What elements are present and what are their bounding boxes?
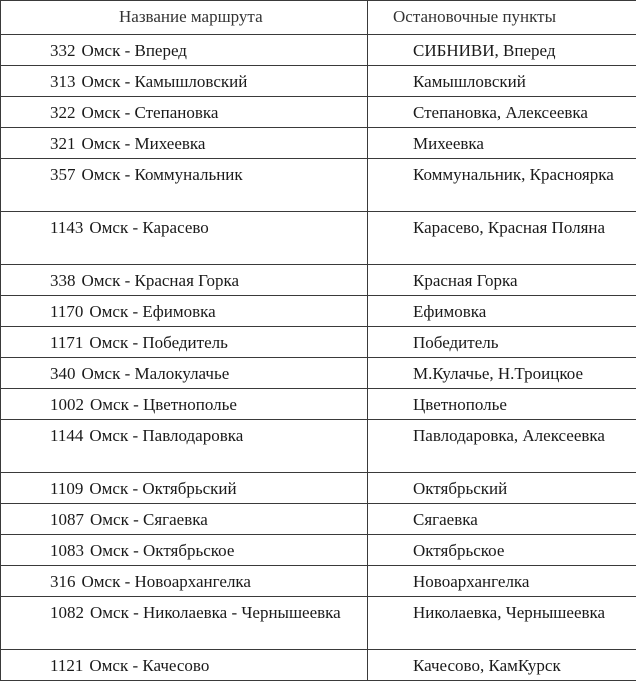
route-name: Омск - Вперед <box>82 41 187 60</box>
route-name-cell <box>1 504 368 535</box>
route-stops-cell: Степановка, Алексеевка <box>368 97 636 128</box>
route-name: Омск - Карасево <box>89 218 208 237</box>
route-number: 1143 <box>50 218 83 237</box>
route-name-cell <box>1 212 368 265</box>
route-number: 1121 <box>50 656 83 675</box>
route-name: Омск - Цветнополье <box>90 395 237 414</box>
route-name-cell <box>1 566 368 597</box>
route-name-cell <box>1 97 368 128</box>
table-row <box>1 358 636 389</box>
table-row <box>1 420 636 473</box>
table-row <box>1 566 636 597</box>
route-number: 321 <box>50 134 76 153</box>
route-number: 357 <box>50 165 76 184</box>
route-number: 1144 <box>50 426 83 445</box>
route-number: 338 <box>50 271 76 290</box>
route-name-cell <box>1 159 368 212</box>
route-name: Омск - Октябрьское <box>90 541 234 560</box>
table-row <box>1 327 636 358</box>
route-name: Омск - Октябрьский <box>89 479 236 498</box>
table-row <box>1 97 636 128</box>
route-number: 340 <box>50 364 76 383</box>
route-name: Омск - Сягаевка <box>90 510 208 529</box>
route-stops-cell: Михеевка <box>368 128 636 159</box>
route-number: 1002 <box>50 395 84 414</box>
table-row <box>1 159 636 212</box>
route-name-cell <box>1 327 368 358</box>
route-stops-cell: Октябрьский <box>368 473 636 504</box>
table-header-row <box>1 1 636 35</box>
route-name-cell <box>1 265 368 296</box>
route-number: 322 <box>50 103 76 122</box>
route-name-cell <box>1 66 368 97</box>
route-name-cell <box>1 296 368 327</box>
table-row <box>1 212 636 265</box>
route-name-cell <box>1 358 368 389</box>
route-name-cell <box>1 420 368 473</box>
route-stops-cell: Сягаевка <box>368 504 636 535</box>
route-name: Омск - Качесово <box>89 656 209 675</box>
route-name: Омск - Степановка <box>82 103 219 122</box>
table-row <box>1 597 636 650</box>
route-stops-cell: Коммунальник, Красноярка <box>368 159 636 212</box>
routes-table-body <box>1 35 636 681</box>
route-name: Омск - Павлодаровка <box>89 426 243 445</box>
route-number: 1087 <box>50 510 84 529</box>
route-stops-cell: СИБНИВИ, Вперед <box>368 35 636 66</box>
table-row <box>1 296 636 327</box>
route-number: 1083 <box>50 541 84 560</box>
route-stops-cell: Победитель <box>368 327 636 358</box>
route-name-cell <box>1 389 368 420</box>
route-name-cell <box>1 35 368 66</box>
table-row <box>1 128 636 159</box>
route-name: Омск - Михеевка <box>82 134 206 153</box>
table-row <box>1 389 636 420</box>
route-name: Омск - Новоархангелка <box>82 572 251 591</box>
route-number: 1082 <box>50 603 84 622</box>
route-stops-cell: Павлодаровка, Алексеевка <box>368 420 636 473</box>
route-name: Омск - Камышловский <box>82 72 248 91</box>
route-name: Омск - Ефимовка <box>89 302 215 321</box>
route-stops-cell: Цветнополье <box>368 389 636 420</box>
route-stops-cell: Красная Горка <box>368 265 636 296</box>
table-row <box>1 650 636 681</box>
table-row <box>1 35 636 66</box>
route-name-cell <box>1 128 368 159</box>
route-name-cell <box>1 473 368 504</box>
route-name: Омск - Коммунальник <box>82 165 243 184</box>
route-name-cell <box>1 650 368 681</box>
header-route-name: Название маршрута <box>1 1 368 35</box>
route-name: Омск - Малокулачье <box>82 364 230 383</box>
route-number: 313 <box>50 72 76 91</box>
route-name: Омск - Победитель <box>89 333 227 352</box>
route-stops-cell: Новоархангелка <box>368 566 636 597</box>
table-row <box>1 66 636 97</box>
route-number: 1170 <box>50 302 83 321</box>
route-name: Омск - Николаевка - Чернышеевка <box>90 603 341 622</box>
route-stops-cell: Ефимовка <box>368 296 636 327</box>
route-stops-cell: М.Кулачье, Н.Троицкое <box>368 358 636 389</box>
route-stops-cell: Октябрьское <box>368 535 636 566</box>
header-stops: Остановочные пункты <box>368 1 636 35</box>
route-stops-cell: Качесово, КамКурск <box>368 650 636 681</box>
table-row <box>1 473 636 504</box>
route-number: 1109 <box>50 479 83 498</box>
table-row <box>1 535 636 566</box>
route-name-cell <box>1 597 368 650</box>
route-name: Омск - Красная Горка <box>82 271 240 290</box>
route-stops-cell: Николаевка, Чернышеевка <box>368 597 636 650</box>
route-number: 316 <box>50 572 76 591</box>
route-stops-cell: Камышловский <box>368 66 636 97</box>
route-stops-cell: Карасево, Красная Поляна <box>368 212 636 265</box>
route-number: 1171 <box>50 333 83 352</box>
route-name-cell <box>1 535 368 566</box>
table-row <box>1 265 636 296</box>
table-row <box>1 504 636 535</box>
route-number: 332 <box>50 41 76 60</box>
